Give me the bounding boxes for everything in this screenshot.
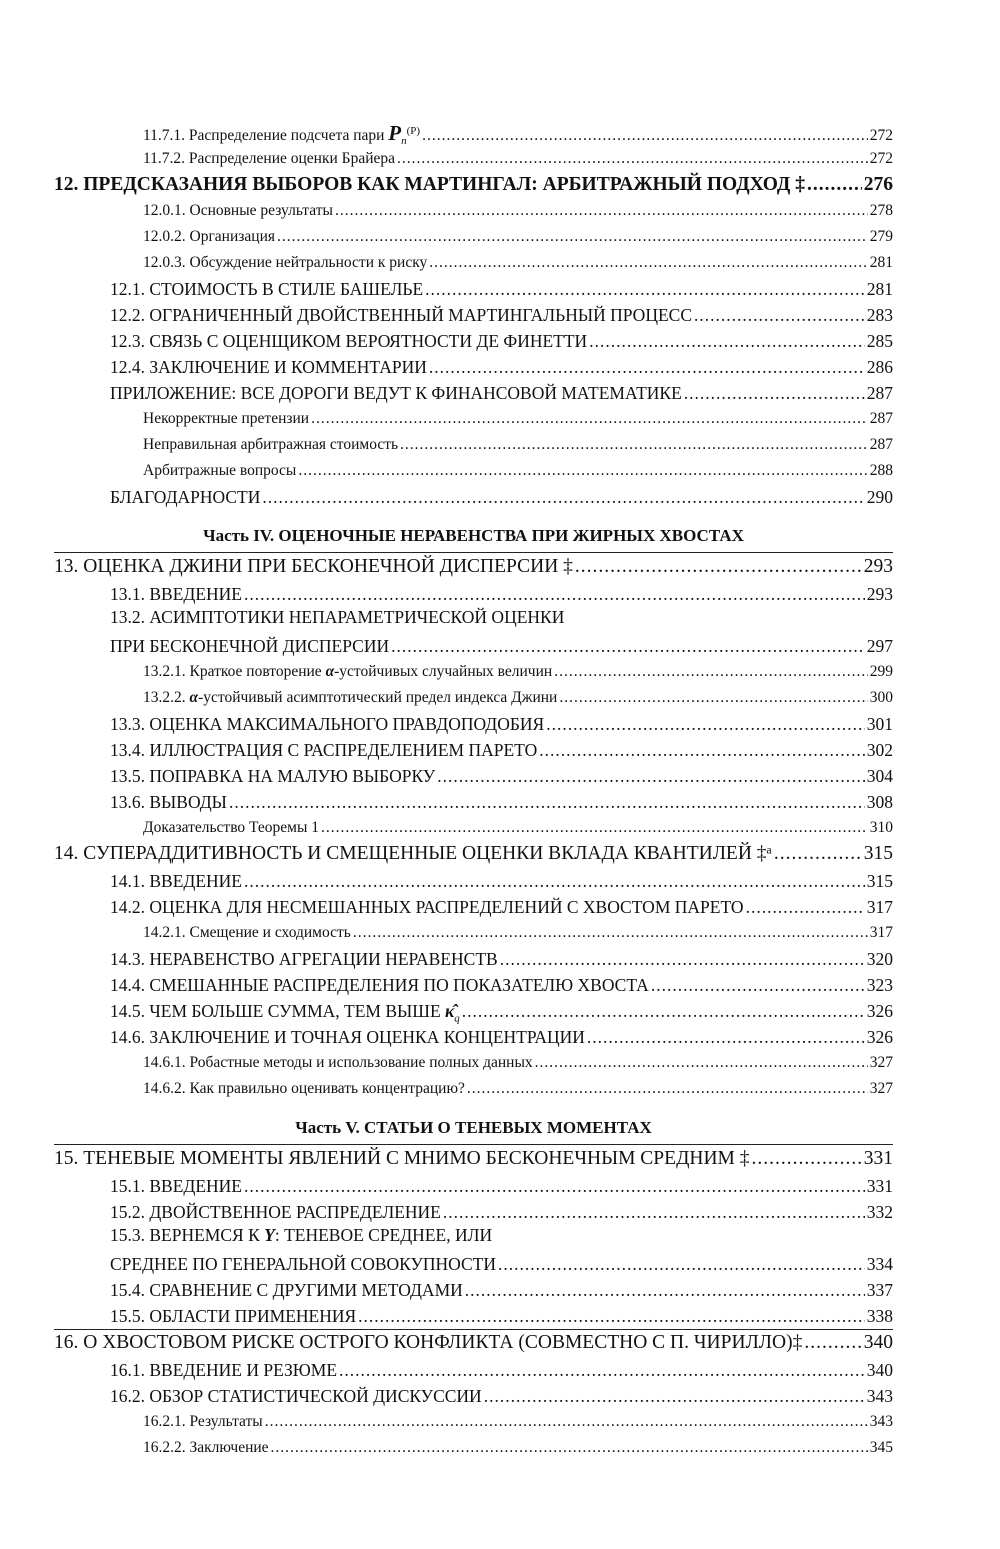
toc-entry-label: 12.1. СТОИМОСТЬ В СТИЛЕ БАШЕЛЬЕ	[110, 279, 424, 299]
toc-chapter	[54, 172, 893, 198]
toc-entry-label: 13.6. ВЫВОДЫ	[110, 792, 227, 812]
toc-entry-page: 326	[866, 1001, 893, 1021]
toc-entry-page: 345	[869, 1439, 893, 1456]
toc-entry	[110, 484, 893, 510]
toc-entry-label: БЛАГОДАРНОСТИ	[110, 487, 261, 507]
toc-entry	[110, 946, 893, 972]
toc-entry-label: Неправильная арбитражная стоимость	[143, 436, 399, 453]
toc-entry-label: 13.3. ОЦЕНКА МАКСИМАЛЬНОГО ПРАВДОПОДОБИЯ	[110, 714, 545, 734]
toc-entry-label: 12.3. СВЯЗЬ С ОЦЕНЩИКОМ ВЕРОЯТНОСТИ ДЕ ФИНЕТТИ	[110, 331, 588, 351]
toc-entry	[143, 659, 893, 685]
toc-entry-page: 343	[866, 1386, 893, 1406]
toc-entry-page: 304	[866, 766, 893, 786]
toc-entry-page: 340	[863, 1332, 893, 1353]
toc-entry-label: 16. О ХВОСТОВОМ РИСКЕ ОСТРОГО КОНФЛИКТА (СОВМЕСТНО С П. ЧИРИЛЛО)‡	[54, 1332, 803, 1353]
toc-entry	[110, 581, 893, 607]
toc-chapter	[54, 1146, 893, 1172]
toc-entry-page: 331	[863, 1148, 893, 1169]
toc-entry-label: 13.2. АСИМПТОТИКИ НЕПАРАМЕТРИЧЕСКОЙ ОЦЕНКИ	[110, 607, 565, 627]
toc-entry	[110, 763, 893, 789]
toc-entry	[110, 998, 893, 1024]
toc-entry-label: 15.3. ВЕРНЕМСЯ К Y: ТЕНЕВОЕ СРЕДНЕЕ, ИЛИ	[110, 1225, 493, 1245]
toc-entry-page: 301	[866, 714, 893, 734]
toc-entry-page: 317	[869, 924, 893, 941]
toc-entry-page: 272	[869, 150, 893, 167]
toc-entry-label: 13.4. ИЛЛЮСТРАЦИЯ С РАСПРЕДЕЛЕНИЕМ ПАРЕТО	[110, 740, 538, 760]
toc-entry	[143, 120, 893, 146]
toc-entry	[110, 380, 893, 406]
toc-entry-page: 283	[866, 305, 893, 325]
part-heading: Часть V. СТАТЬИ О ТЕНЕВЫХ МОМЕНТАХ	[295, 1118, 652, 1137]
toc-entry-label: 14.2. ОЦЕНКА ДЛЯ НЕСМЕШАННЫХ РАСПРЕДЕЛЕНИЙ С ХВОСТОМ ПАРЕТО	[110, 897, 744, 917]
toc-entry-label: 14.6. ЗАКЛЮЧЕНИЕ И ТОЧНАЯ ОЦЕНКА КОНЦЕНТРАЦИИ	[110, 1027, 585, 1047]
toc-entry-page: 340	[866, 1360, 893, 1380]
toc-entry	[110, 868, 893, 894]
toc-entry	[110, 1173, 893, 1199]
toc-entry	[110, 276, 893, 302]
toc-entry-page: 285	[866, 331, 893, 351]
toc-entry-label: 11.7.1. Распределение подсчета пари $P_n^{(P)}$	[143, 121, 421, 148]
toc-entry-page: 288	[869, 462, 893, 479]
toc-entry-page: 315	[866, 871, 893, 891]
toc-entry-page: 279	[869, 228, 893, 245]
toc-entry-label: 12.0.3. Обсуждение нейтральности к риску	[143, 254, 428, 271]
toc-entry-page: 287	[866, 383, 893, 403]
toc-entry	[110, 1357, 893, 1383]
toc-entry-page: 334	[866, 1254, 893, 1274]
toc-entry-page: 286	[866, 357, 893, 377]
toc-entry	[143, 406, 893, 432]
toc-entry	[143, 198, 893, 224]
toc-entry-page: 293	[863, 556, 893, 577]
toc-entry-label: 12.0.2. Организация	[143, 228, 275, 245]
toc-entry-page: 327	[869, 1054, 893, 1071]
toc-entry-page: 308	[866, 792, 893, 812]
toc-entry-page: 281	[866, 279, 893, 299]
divider	[54, 1144, 893, 1145]
toc-entry-label: 15.1. ВВЕДЕНИЕ	[110, 1176, 243, 1196]
toc-entry-label: 14. СУПЕРАДДИТИВНОСТЬ И СМЕЩЕННЫЕ ОЦЕНКИ ВКЛАДА КВАНТИЛЕЙ ‡ᵃ	[54, 843, 772, 864]
toc-entry-page: 327	[869, 1080, 893, 1097]
toc-entry	[110, 1251, 893, 1277]
toc-entry-label: 12.2. ОГРАНИЧЕННЫЙ ДВОЙСТВЕННЫЙ МАРТИНГАЛЬНЫЙ ПРОЦЕСС	[110, 305, 692, 325]
toc-entry	[110, 1277, 893, 1303]
toc-entry-label: 11.7.2. Распределение оценки Брайера	[143, 150, 396, 167]
toc-entry	[143, 1050, 893, 1076]
toc-entry-label: ПРИ БЕСКОНЕЧНОЙ ДИСПЕРСИИ	[110, 636, 390, 656]
toc-entry	[110, 894, 893, 920]
toc-entry	[143, 1076, 893, 1102]
toc-entry-label: 16.1. ВВЕДЕНИЕ И РЕЗЮМЕ	[110, 1360, 338, 1380]
toc-entry	[143, 432, 893, 458]
toc-entry	[143, 250, 893, 276]
toc-entry-label: 14.4. СМЕШАННЫЕ РАСПРЕДЕЛЕНИЯ ПО ПОКАЗАТЕЛЮ ХВОСТА	[110, 975, 649, 995]
toc-entry-label: 14.6.2. Как правильно оценивать концентрацию?	[143, 1080, 465, 1097]
toc-entry	[110, 1024, 893, 1050]
toc-entry	[143, 224, 893, 250]
toc-entry-page: 281	[869, 254, 893, 271]
toc-entry-label: Доказательство Теоремы 1	[143, 819, 320, 836]
toc-entry-page: 332	[866, 1202, 893, 1222]
toc-entry	[110, 737, 893, 763]
toc-entry	[110, 1303, 893, 1329]
toc-entry-label: 15.5. ОБЛАСТИ ПРИМЕНЕНИЯ	[110, 1306, 357, 1326]
toc-entry-page: 290	[866, 487, 893, 507]
toc-entry-page: 331	[866, 1176, 893, 1196]
toc-entry-label: 15. ТЕНЕВЫЕ МОМЕНТЫ ЯВЛЕНИЙ С МНИМО БЕСКОНЕЧНЫМ СРЕДНИМ ‡	[54, 1148, 750, 1169]
toc-entry	[143, 920, 893, 946]
toc-entry-page: 272	[869, 127, 893, 144]
toc-entry	[110, 972, 893, 998]
toc-entry	[143, 458, 893, 484]
toc-entry	[110, 633, 893, 659]
toc-entry-page: 337	[866, 1280, 893, 1300]
toc-entry-label: СРЕДНЕЕ ПО ГЕНЕРАЛЬНОЙ СОВОКУПНОСТИ	[110, 1254, 497, 1274]
toc-entry-label: 14.6.1. Робастные методы и использование полных данных	[143, 1054, 533, 1071]
toc-entry-page: 299	[869, 663, 893, 680]
toc-entry	[143, 1435, 893, 1461]
toc-entry-label: 13. ОЦЕНКА ДЖИНИ ПРИ БЕСКОНЕЧНОЙ ДИСПЕРСИИ ‡	[54, 556, 573, 577]
toc-entry-page: 343	[869, 1413, 893, 1430]
toc-entry-page: 338	[866, 1306, 893, 1326]
toc-entry	[110, 302, 893, 328]
toc-entry-label: 16.2.1. Результаты	[143, 1413, 263, 1430]
toc-entry-label: 13.5. ПОПРАВКА НА МАЛУЮ ВЫБОРКУ	[110, 766, 436, 786]
toc-chapter	[54, 554, 893, 580]
toc-entry-page: 320	[866, 949, 893, 969]
toc-entry-page: 297	[866, 636, 893, 656]
divider	[54, 552, 893, 553]
toc-entry-label: 14.1. ВВЕДЕНИЕ	[110, 871, 243, 891]
toc-chapter	[54, 841, 893, 867]
toc-entry-label: 15.4. СРАВНЕНИЕ С ДРУГИМИ МЕТОДАМИ	[110, 1280, 463, 1300]
toc-entry	[143, 1409, 893, 1435]
toc-entry-page: 278	[869, 202, 893, 219]
toc-entry-label: 16.2. ОБЗОР СТАТИСТИЧЕСКОЙ ДИСКУССИИ	[110, 1386, 482, 1406]
toc-entry	[110, 354, 893, 380]
toc-entry-label: 15.2. ДВОЙСТВЕННОЕ РАСПРЕДЕЛЕНИЕ	[110, 1202, 441, 1222]
toc-entry-page: 326	[866, 1027, 893, 1047]
toc-entry	[143, 815, 893, 841]
toc-entry	[110, 711, 893, 737]
toc-entry-label: 12.0.1. Основные результаты	[143, 202, 333, 219]
toc-entry-label: ПРИЛОЖЕНИЕ: ВСЕ ДОРОГИ ВЕДУТ К ФИНАНСОВОЙ МАТЕМАТИКЕ	[110, 383, 682, 403]
toc-entry-page: 315	[863, 843, 893, 864]
toc-entry-page: 310	[869, 819, 893, 836]
toc-entry	[143, 685, 893, 711]
toc-entry-label: 14.3. НЕРАВЕНСТВО АГРЕГАЦИИ НЕРАВЕНСТВ	[110, 949, 498, 969]
toc-entry-label: 16.2.2. Заключение	[143, 1439, 269, 1456]
toc-entry-label: 13.1. ВВЕДЕНИЕ	[110, 584, 243, 604]
toc-entry	[110, 1199, 893, 1225]
toc-entry	[110, 328, 893, 354]
toc-chapter	[54, 1330, 893, 1356]
toc-entry-page: 323	[866, 975, 893, 995]
toc-entry	[110, 789, 893, 815]
toc-entry-page: 317	[866, 897, 893, 917]
toc-entry-label: 13.2.2. α-устойчивый асимптотический предел индекса Джини	[143, 689, 558, 706]
toc-entry-label: 14.2.1. Смещение и сходимость	[143, 924, 351, 941]
toc-entry-label: 12.4. ЗАКЛЮЧЕНИЕ И КОММЕНТАРИИ	[110, 357, 427, 377]
toc-entry-page: 276	[863, 174, 893, 195]
toc-entry-label: Некорректные претензии	[143, 410, 310, 427]
toc-entry-page: 287	[869, 410, 893, 427]
toc-entry-label: Арбитражные вопросы	[143, 462, 297, 479]
toc-entry-label: 13.2.1. Краткое повторение α-устойчивых случайных величин	[143, 663, 553, 680]
toc-entry-page: 293	[866, 584, 893, 604]
toc-entry	[110, 1383, 893, 1409]
toc-entry-page: 302	[866, 740, 893, 760]
toc-entry-page: 300	[869, 689, 893, 706]
toc-entry-label: 14.5. ЧЕМ БОЛЬШЕ СУММА, ТЕМ ВЫШЕ $\kappâ_q$	[110, 1001, 460, 1025]
part-heading: Часть IV. ОЦЕНОЧНЫЕ НЕРАВЕНСТВА ПРИ ЖИРНЫХ ХВОСТАХ	[203, 526, 744, 545]
toc-entry-page: 287	[869, 436, 893, 453]
toc-entry	[143, 146, 893, 172]
toc-entry-label: 12. ПРЕДСКАЗАНИЯ ВЫБОРОВ КАК МАРТИНГАЛ: АРБИТРАЖНЫЙ ПОДХОД ‡	[54, 174, 805, 195]
